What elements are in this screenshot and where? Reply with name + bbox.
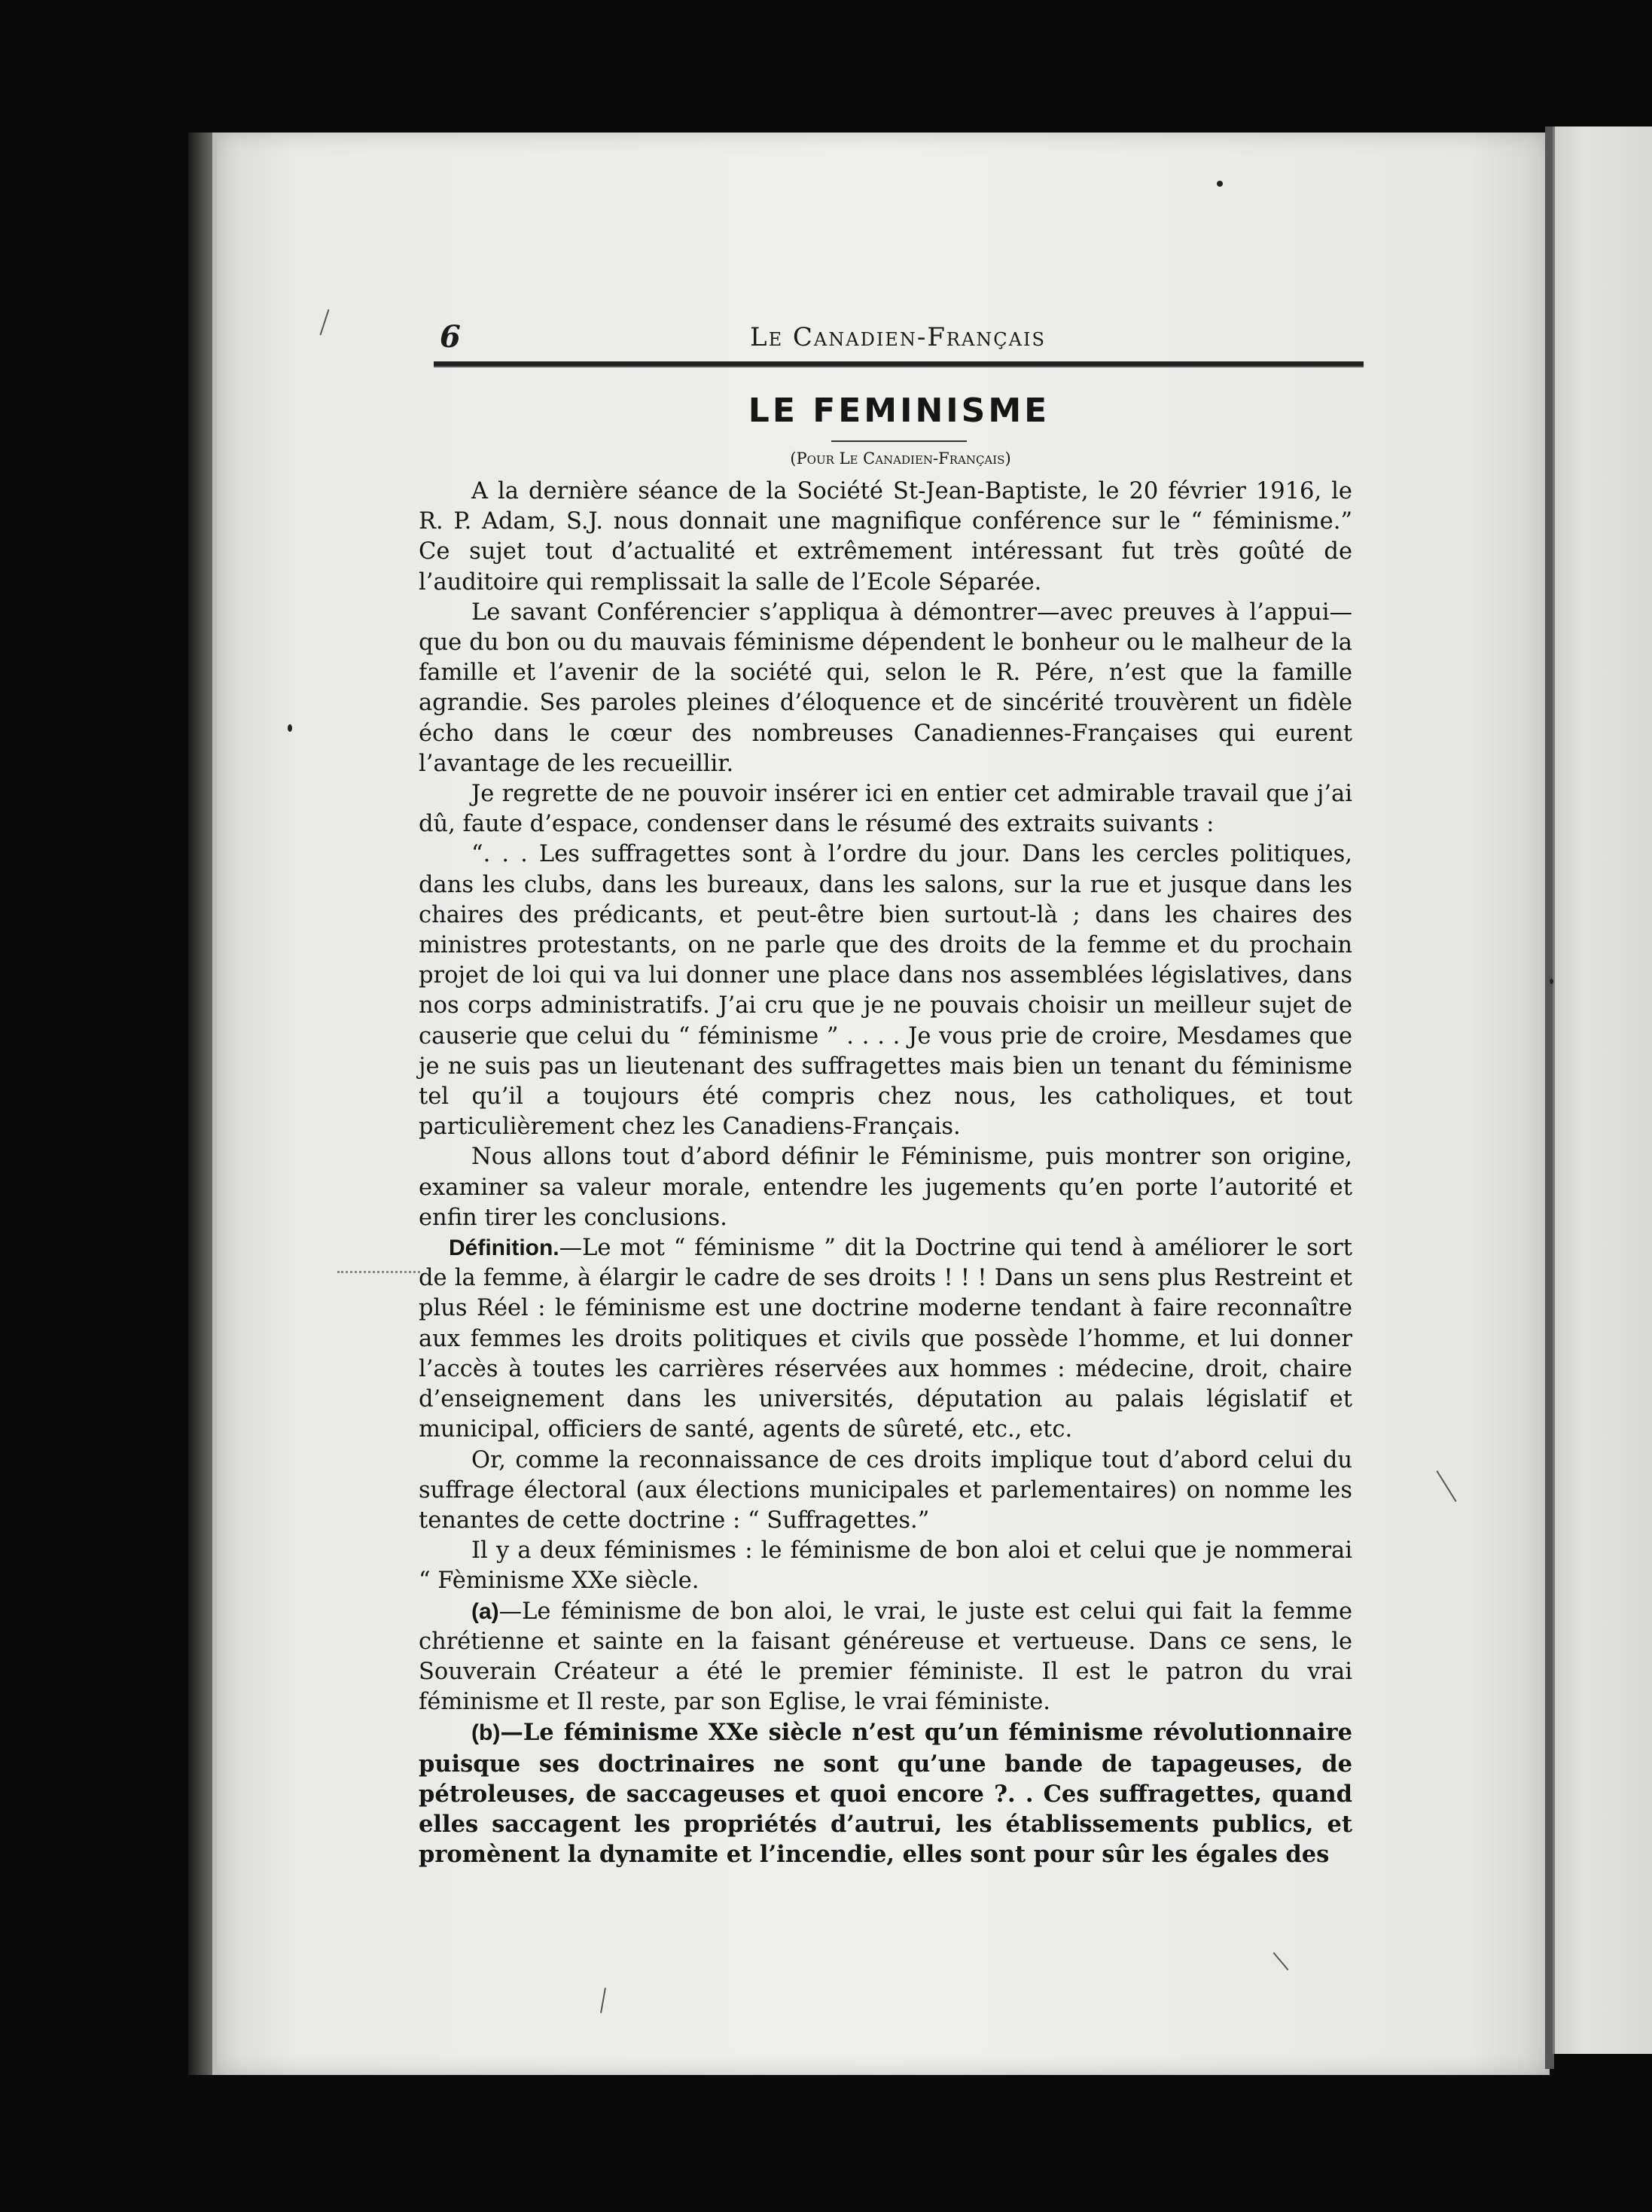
speck <box>288 724 292 732</box>
paragraph-text: Je regrette de ne pouvoir insérer ici en entier cet admirable travail que j’ai dû, faute d’espace, condenser dans le résumé des extraits suivants : <box>419 781 1352 838</box>
paragraph-definition <box>419 1233 1352 1445</box>
paragraph-text: “. . . Les suffragettes sont à l’ordre du jour. Dans les cercles politiques, dans les clubs, dans les bureaux, dans les salons, sur la rue et jusque dans les chaires des prédicants, et peut-être bien surtout-là ; dans les chaires des ministres protestants, on ne parle que des droits de la femme et du prochain projet de loi qui va lui donner une place dans nos assemblées législatives, dans nos corps administratifs. J’ai cru que je ne pouvais choisir un meilleur sujet de causerie que celui du “ féminisme ” . . . . Je vous prie de croire, Mesdames que je ne suis pas un lieutenant des suffragettes mais bien un tenant du féminisme tel qu’il a toujours été compris chez nous, les catholiques, et tout particulièrement chez les Canadiens-Français. <box>419 841 1352 1141</box>
running-head <box>434 316 1367 369</box>
speck <box>1217 181 1223 187</box>
paragraph <box>419 477 1352 598</box>
paragraph-text: —Le féminisme de bon aloi, le vrai, le juste est celui qui fait la femme chrétienne et sainte en la faisant généreuse et vertueuse. Dans ce sens, le Souverain Créateur a été le premier féministe. Il est le patron du vrai féminisme et Il reste, par son Eglise, le vrai féministe. <box>419 1598 1352 1716</box>
journal-name: Le Canadien-Français <box>750 322 1046 352</box>
paragraph-b <box>419 1717 1352 1869</box>
paragraph <box>419 598 1352 779</box>
title-rule <box>831 440 967 442</box>
paragraph <box>419 779 1352 839</box>
header-rule <box>434 361 1364 367</box>
paragraph-text: Or, comme la reconnaissance de ces droits implique tout d’abord celui du suffrage électoral (aux élections municipales et parlementaires) on nomme les tenantes de cette doctrine : “ Suffragettes.” <box>419 1446 1352 1534</box>
speck <box>1550 979 1553 984</box>
page-edge-left <box>188 133 212 2075</box>
facing-page-edge <box>1553 126 1652 2054</box>
paragraph-a <box>419 1597 1352 1718</box>
paragraph <box>419 1536 1352 1596</box>
paragraph-lead: (a) <box>471 1598 499 1624</box>
article-body <box>419 477 1352 1869</box>
article-byline: (Pour Le Canadien-Français) <box>790 449 1011 468</box>
paragraph-text: —Le féminisme XXe siècle n’est qu’un féminisme révolutionnaire puisque ses doctrinaires ne sont qu’une bande de tapageuses, de pétroleuses, de saccageuses et quoi encore ?. . Ces suffragettes, quand elles saccagent les propriétés d’autrui, les établissements publics, et promènent la dynamite et l’incendie, elles sont pour sûr les égales des <box>419 1719 1352 1869</box>
paragraph-lead: Définition. <box>449 1235 559 1261</box>
page-number: 6 <box>440 319 461 355</box>
paragraph-text: —Le mot “ féminisme ” dit la Doctrine qui tend à améliorer le sort de la femme, à élargir le cadre de ses droits ! ! ! Dans un sens plus Restreint et plus Réel : le féminisme est une doctrine moderne tendant à faire reconnaître aux femmes les droits politiques et civils que possède l’homme, et lui donner l’accès à toutes les carrières réservées aux hommes : médecine, droit, chaire d’enseignement dans les universités, députation au palais législatif et municipal, officiers de santé, agents de sûreté, etc., etc. <box>419 1235 1352 1443</box>
paragraph <box>419 839 1352 1142</box>
paragraph-text: A la dernière séance de la Société St-Jean-Baptiste, le 20 février 1916, le R. P. Adam, S.J. nous donnait une magnifique conférence sur le “ féminisme.” Ce sujet tout d’actualité et extrêmement intéressant fut très goûté de l’auditoire qui remplissait la salle de l’Ecole Séparée. <box>419 478 1352 596</box>
dotted-mark <box>337 1271 420 1273</box>
paragraph-text: Nous allons tout d’abord définir le Féminisme, puis montrer son origine, examiner sa valeur morale, entendre les jugements qu’en porte l’autorité et enfin tirer les conclusions. <box>419 1144 1352 1231</box>
paragraph <box>419 1446 1352 1537</box>
paragraph-text: Il y a deux féminismes : le féminisme de bon aloi et celui que je nommerai “ Fèminisme XXe siècle. <box>419 1537 1352 1595</box>
article-title: LE FEMINISME <box>748 392 1050 430</box>
article <box>419 392 1352 1869</box>
paragraph-text: Le savant Conférencier s’appliqua à démontrer—avec preuves à l’appui—que du bon ou du mauvais féminisme dépendent le bonheur ou le malheur de la famille et l’avenir de la société qui, selon le R. Pére, n’est que la famille agrandie. Ses paroles pleines d’éloquence et de sincérité trouvèrent un fidèle écho dans le cœur des nombreuses Canadiennes-Françaises qui eurent l’avantage de les recueillir. <box>419 599 1352 777</box>
paragraph <box>419 1142 1352 1233</box>
paragraph-lead: (b) <box>471 1720 501 1746</box>
